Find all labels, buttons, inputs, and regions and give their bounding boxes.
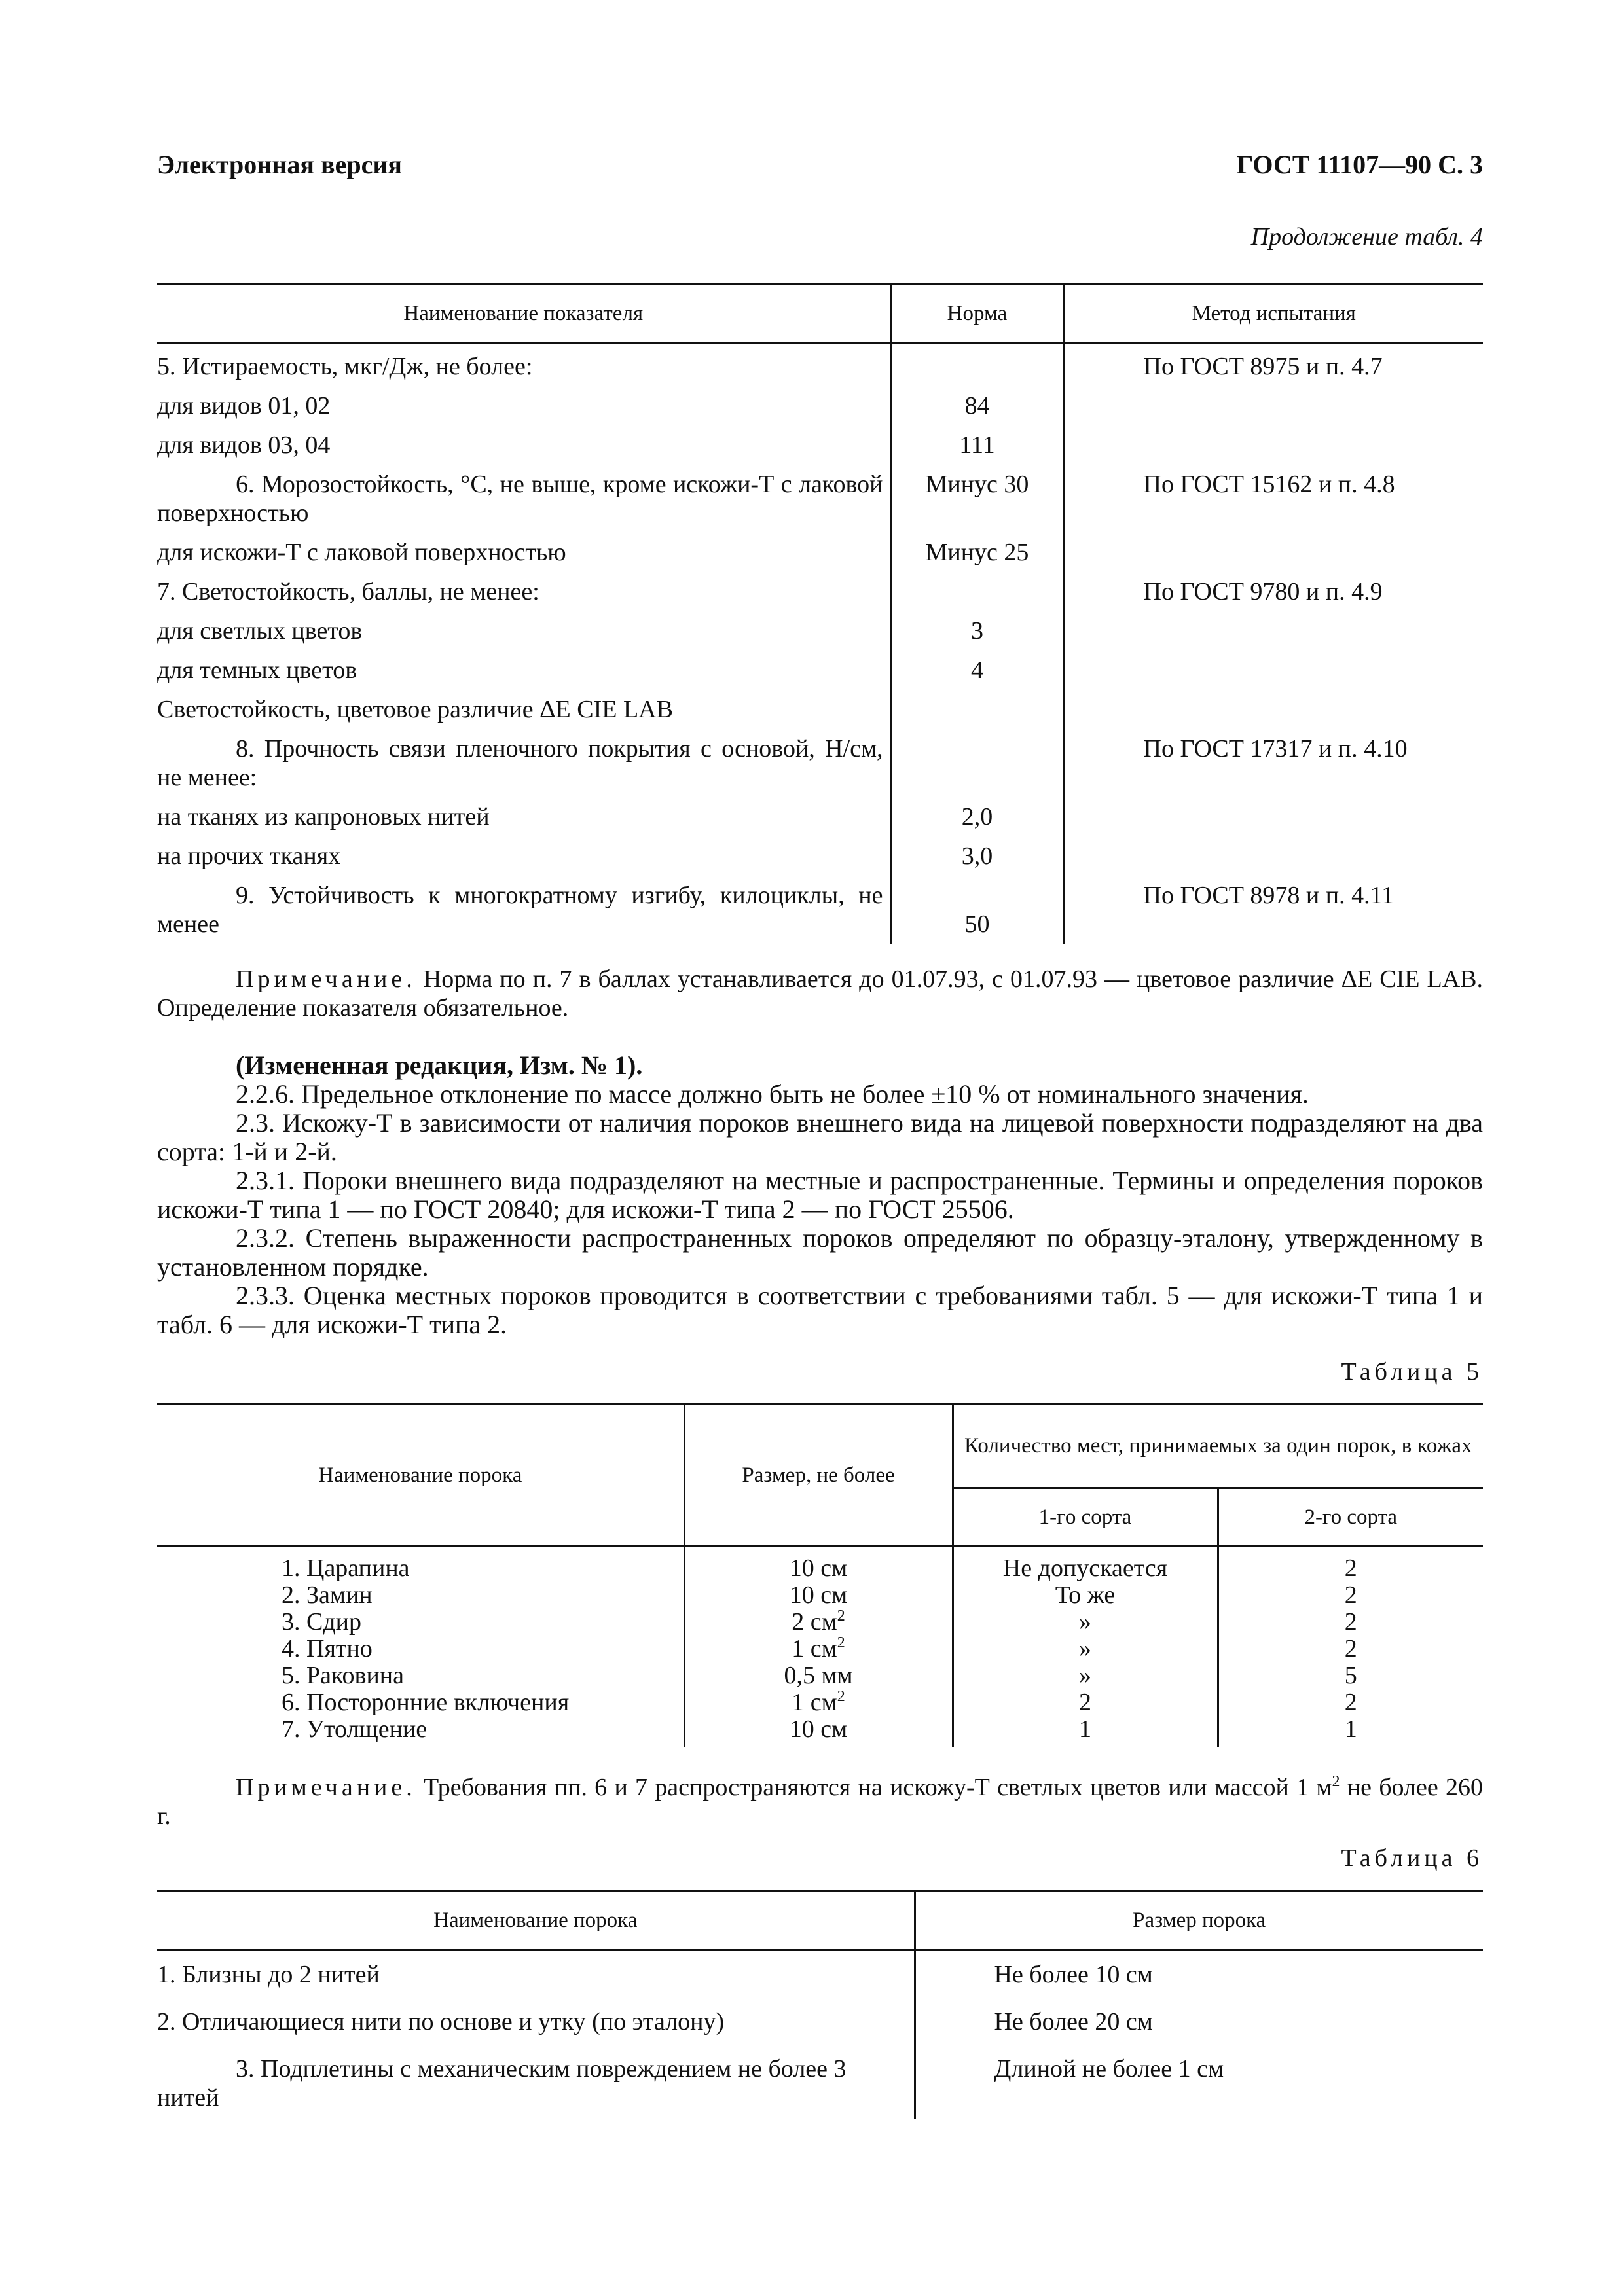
defect-name: 1. Царапина bbox=[282, 1554, 410, 1582]
indicator-name: для видов 01, 02 bbox=[157, 392, 331, 420]
grade-1-count: 1 bbox=[953, 1716, 1218, 1747]
test-method: По ГОСТ 8975 и п. 4.7 bbox=[1064, 344, 1483, 387]
test-method bbox=[1064, 533, 1483, 572]
defect-size-cell bbox=[684, 1582, 953, 1609]
indicator-name: для искожи-Т с лаковой поверхностью bbox=[157, 539, 566, 566]
table-row bbox=[157, 651, 1483, 690]
column-header: 2-го сорта bbox=[1218, 1488, 1483, 1547]
table-row bbox=[157, 344, 1483, 387]
norm-value: Минус 30 bbox=[890, 465, 1064, 533]
unit-exponent: 2 bbox=[837, 1688, 845, 1705]
column-header: Размер порока bbox=[915, 1891, 1483, 1950]
column-header: Наименование порока bbox=[433, 1908, 638, 1932]
header-right: ГОСТ 11107—90 С. 3 bbox=[1236, 150, 1483, 179]
test-method bbox=[1064, 386, 1483, 425]
table-header-row bbox=[157, 1891, 1483, 1950]
defect-name: 4. Пятно bbox=[282, 1635, 373, 1662]
norm-value bbox=[890, 572, 1064, 611]
indicator-name: 6. Морозостойкость, °С, не выше, кроме искожи-Т с лаковой поверхностью bbox=[157, 471, 883, 527]
note-label: Примечание. bbox=[236, 1774, 416, 1801]
table-row bbox=[157, 1582, 1483, 1609]
paragraph-2-3-2: 2.3.2. Степень выраженности распространенных пороков определяют по образцу-эталону, утвержденному в установленном порядке. bbox=[157, 1223, 1483, 1282]
grade-2-count: 5 bbox=[1218, 1662, 1483, 1689]
norm-value-cell bbox=[890, 876, 1064, 944]
unit-exponent: 2 bbox=[1332, 1773, 1340, 1790]
defect-size-cell bbox=[684, 1662, 953, 1689]
defect-size: Длиной не более 1 см bbox=[915, 2045, 1483, 2119]
document-page bbox=[157, 149, 1483, 2119]
table-row bbox=[157, 425, 1483, 465]
norm-value: 3 bbox=[890, 611, 1064, 651]
note-table-5 bbox=[157, 1773, 1483, 1831]
grade-2-count: 2 bbox=[1218, 1609, 1483, 1636]
grade-1-count: То же bbox=[953, 1582, 1218, 1609]
note-table-4 bbox=[157, 965, 1483, 1022]
table-row bbox=[157, 1950, 1483, 1999]
defect-name: 2. Отличающиеся нити по основе и утку (по эталону) bbox=[157, 2008, 725, 2036]
defect-size: Не более 10 см bbox=[915, 1950, 1483, 1999]
table-5-caption: Таблица 5 bbox=[1341, 1358, 1483, 1386]
indicator-name: 8. Прочность связи пленочного покрытия с основой, Н/см, не менее: bbox=[157, 735, 883, 791]
defect-name: 7. Утолщение bbox=[282, 1715, 428, 1743]
test-method bbox=[1064, 651, 1483, 690]
note-label: Примечание. bbox=[236, 965, 416, 993]
column-header: 1-го сорта bbox=[953, 1488, 1218, 1547]
table-row bbox=[157, 1547, 1483, 1583]
test-method bbox=[1064, 836, 1483, 876]
table-4 bbox=[157, 283, 1483, 944]
defect-size-cell bbox=[684, 1547, 953, 1583]
grade-2-count: 2 bbox=[1218, 1689, 1483, 1716]
test-method: По ГОСТ 15162 и п. 4.8 bbox=[1064, 465, 1483, 533]
defect-name: 2. Замин bbox=[282, 1581, 373, 1609]
note-text-continued: не более 260 г. bbox=[157, 1774, 1484, 1830]
defect-size: 10 см bbox=[789, 1715, 848, 1743]
defect-size: 10 см bbox=[789, 1554, 848, 1582]
table-row bbox=[157, 690, 1483, 729]
norm-value: 3,0 bbox=[890, 836, 1064, 876]
table-header-row bbox=[157, 284, 1483, 344]
norm-value: 2,0 bbox=[890, 797, 1064, 836]
table-row bbox=[157, 729, 1483, 797]
defect-name: 5. Раковина bbox=[282, 1662, 405, 1689]
norm-value: 4 bbox=[890, 651, 1064, 690]
table-row bbox=[157, 797, 1483, 836]
table-6 bbox=[157, 1890, 1483, 2119]
table-row bbox=[157, 572, 1483, 611]
norm-value bbox=[890, 729, 1064, 797]
indicator-name: 5. Истираемость, мкг/Дж, не более: bbox=[157, 353, 533, 380]
test-method bbox=[1064, 425, 1483, 465]
amendment-note: (Измененная редакция, Изм. № 1). bbox=[236, 1050, 643, 1080]
indicator-name: Светостойкость, цветовое различие ΔE CIE LAB bbox=[157, 696, 673, 723]
defect-name: 3. Сдир bbox=[282, 1608, 362, 1636]
indicator-name: для видов 03, 04 bbox=[157, 431, 331, 459]
header-left: Электронная версия bbox=[157, 150, 403, 179]
defect-size: 1 см bbox=[792, 1635, 837, 1662]
defect-size: Не более 20 см bbox=[915, 1998, 1483, 2045]
defect-size: 0,5 мм bbox=[784, 1662, 853, 1689]
unit-exponent: 2 bbox=[837, 1634, 845, 1651]
indicator-name: на прочих тканях bbox=[157, 842, 341, 870]
column-header: Наименование показателя bbox=[403, 301, 644, 325]
table-row bbox=[157, 465, 1483, 533]
norm-value bbox=[890, 344, 1064, 387]
table-6-caption: Таблица 6 bbox=[1341, 1844, 1483, 1872]
defect-name: 3. Подплетины с механическим повреждением не более 3 нитей bbox=[157, 2055, 847, 2111]
indicator-name: для светлых цветов bbox=[157, 617, 363, 645]
column-header: Размер, не более bbox=[684, 1405, 953, 1547]
table-row bbox=[157, 1636, 1483, 1662]
indicator-name: 9. Устойчивость к многократному изгибу, килоциклы, не менее bbox=[157, 882, 883, 938]
test-method bbox=[1064, 690, 1483, 729]
grade-2-count: 2 bbox=[1218, 1636, 1483, 1662]
norm-value: 111 bbox=[890, 425, 1064, 465]
defect-size-cell bbox=[684, 1716, 953, 1747]
grade-1-count: » bbox=[953, 1662, 1218, 1689]
grade-2-count: 1 bbox=[1218, 1716, 1483, 1747]
indicator-name: 7. Светостойкость, баллы, не менее: bbox=[157, 578, 539, 605]
defect-size-cell bbox=[684, 1689, 953, 1716]
defect-size: 10 см bbox=[789, 1581, 848, 1609]
table-row bbox=[157, 611, 1483, 651]
table-row bbox=[157, 2045, 1483, 2119]
norm-value: Минус 25 bbox=[890, 533, 1064, 572]
indicator-name: для темных цветов bbox=[157, 656, 357, 684]
table-5 bbox=[157, 1403, 1483, 1747]
column-header: Норма bbox=[890, 284, 1064, 344]
indicator-name: на тканях из капроновых нитей bbox=[157, 803, 490, 831]
unit-exponent: 2 bbox=[837, 1607, 845, 1624]
grade-1-count: Не допускается bbox=[953, 1547, 1218, 1583]
paragraph-2-3-3: 2.3.3. Оценка местных пороков проводится в соответствии с требованиями табл. 5 — для искожи-Т типа 1 и табл. 6 — для искожи-Т типа 2. bbox=[157, 1281, 1483, 1339]
test-method bbox=[1064, 611, 1483, 651]
table-row bbox=[157, 876, 1483, 944]
defect-size: 1 см bbox=[792, 1689, 837, 1716]
note-text: Норма по п. 7 в баллах устанавливается до 01.07.93, с 01.07.93 — цветовое различие ΔE CIE LAB. Определение показателя обязательное. bbox=[157, 965, 1484, 1022]
test-method: По ГОСТ 17317 и п. 4.10 bbox=[1064, 729, 1483, 797]
table-row bbox=[157, 533, 1483, 572]
norm-value: 84 bbox=[890, 386, 1064, 425]
defect-size-cell bbox=[684, 1609, 953, 1636]
table-row bbox=[157, 836, 1483, 876]
table-row bbox=[157, 1662, 1483, 1689]
table-continuation-label: Продолжение табл. 4 bbox=[1250, 223, 1483, 251]
norm-value: 50 bbox=[964, 910, 990, 938]
grade-2-count: 2 bbox=[1218, 1547, 1483, 1583]
norm-value bbox=[890, 690, 1064, 729]
paragraph-2-3: 2.3. Искожу-Т в зависимости от наличия пороков внешнего вида на лицевой поверхности подразделяют на два сорта: 1-й и 2-й. bbox=[157, 1108, 1483, 1166]
test-method: По ГОСТ 9780 и п. 4.9 bbox=[1064, 572, 1483, 611]
defect-name: 6. Посторонние включения bbox=[282, 1689, 570, 1716]
column-header: Метод испытания bbox=[1064, 284, 1483, 344]
paragraph-2-3-1: 2.3.1. Пороки внешнего вида подразделяют на местные и распространенные. Термины и определения пороков искожи-Т типа 1 — по ГОСТ 20840; для искожи-Т типа 2 — по ГОСТ 25506. bbox=[157, 1166, 1483, 1224]
grade-1-count: » bbox=[953, 1609, 1218, 1636]
table-row bbox=[157, 1716, 1483, 1747]
table-row bbox=[157, 1998, 1483, 2045]
grade-1-count: » bbox=[953, 1636, 1218, 1662]
table-row bbox=[157, 386, 1483, 425]
test-method bbox=[1064, 797, 1483, 836]
note-text: Требования пп. 6 и 7 распространяются на искожу-Т светлых цветов или массой 1 м bbox=[424, 1774, 1332, 1801]
column-header: Количество мест, принимаемых за один порок, в кожах bbox=[953, 1405, 1483, 1488]
defect-size: 2 см bbox=[792, 1608, 837, 1636]
defect-size-cell bbox=[684, 1636, 953, 1662]
table-header-row bbox=[157, 1405, 1483, 1488]
grade-2-count: 2 bbox=[1218, 1582, 1483, 1609]
table-row bbox=[157, 1689, 1483, 1716]
paragraph-2-2-6: 2.2.6. Предельное отклонение по массе должно быть не более ±10 % от номинального значения. bbox=[236, 1079, 1309, 1109]
test-method: По ГОСТ 8978 и п. 4.11 bbox=[1064, 876, 1483, 944]
grade-1-count: 2 bbox=[953, 1689, 1218, 1716]
defect-name: 1. Близны до 2 нитей bbox=[157, 1961, 380, 1988]
table-row bbox=[157, 1609, 1483, 1636]
page-header bbox=[157, 149, 1483, 188]
column-header: Наименование порока bbox=[318, 1463, 522, 1487]
